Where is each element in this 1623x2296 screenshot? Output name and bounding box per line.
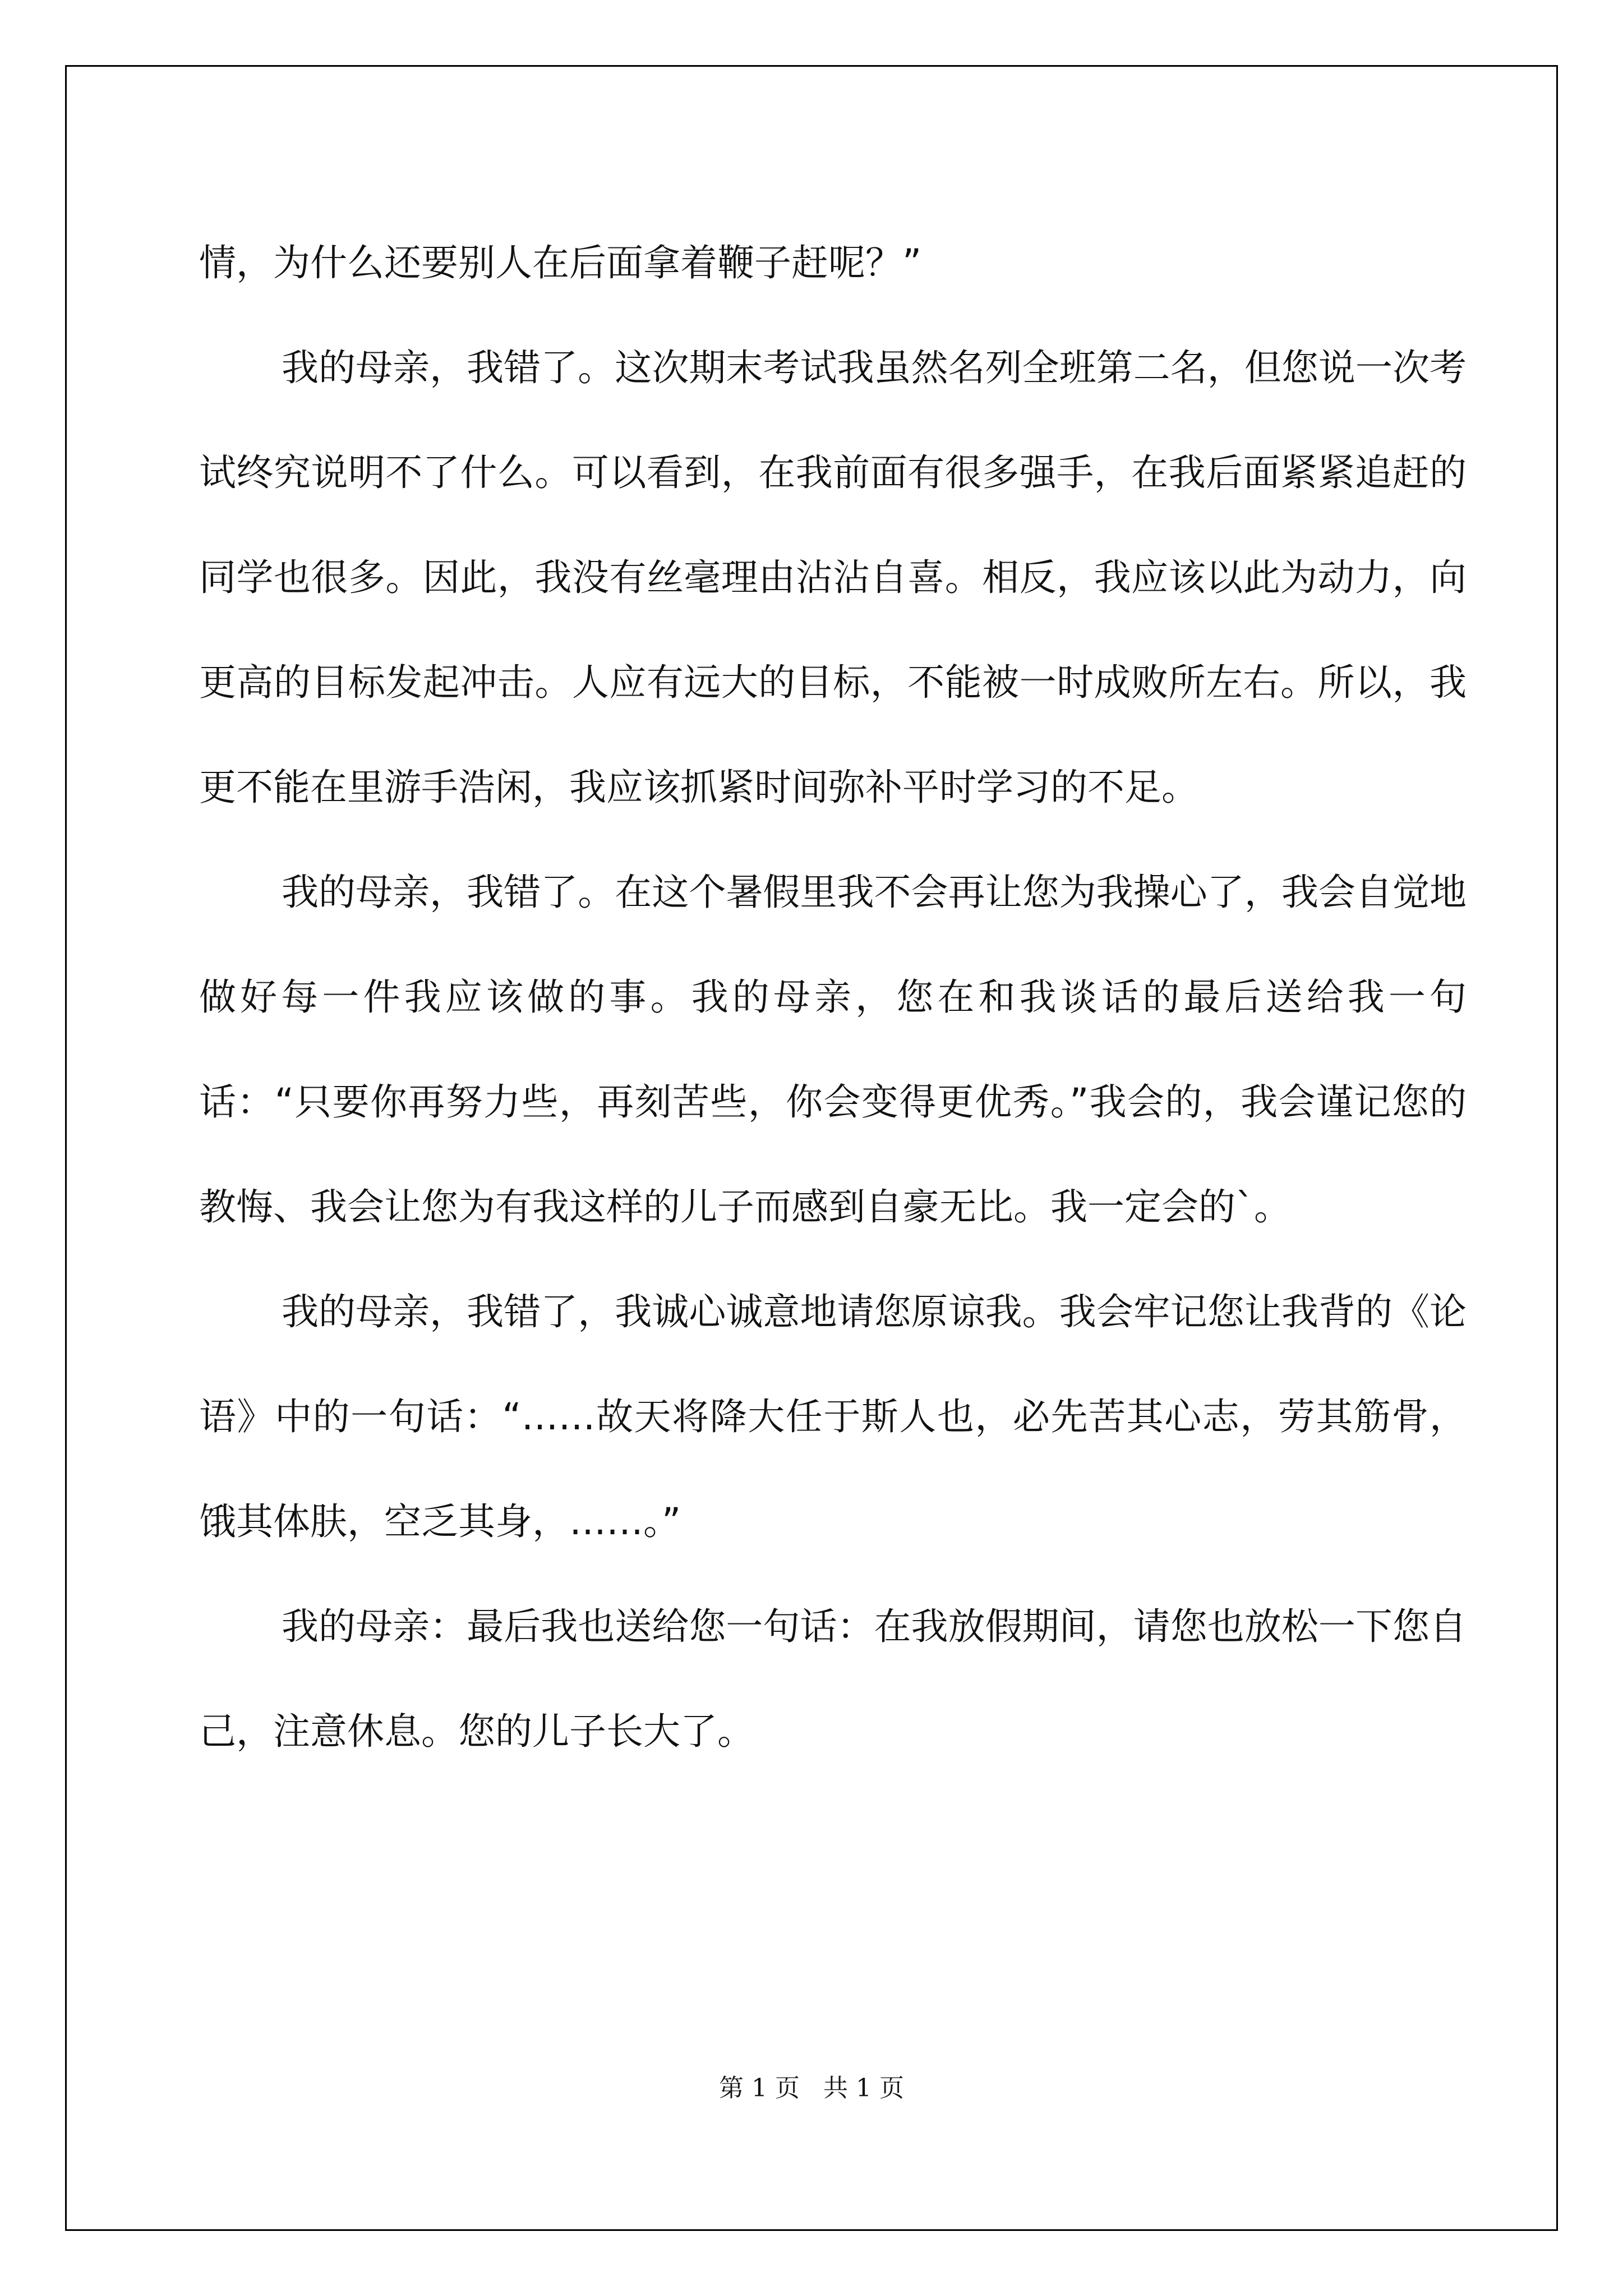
paragraph-1: 情，为什么还要别人在后面拿着鞭子赶呢？” [199,241,922,284]
paragraph-5: 我的母亲：最后我也送给您一句话：在我放假期间，请您也放松一下您自己，注意休息。您的儿子长大了。 [199,1605,1467,1753]
page-number-footer: 第 1 页 共 1 页 [719,2074,904,2102]
paragraph-2: 我的母亲，我错了。这次期末考试我虽然名列全班第二名，但您说一次考试终究说明不了什么。可以看到，在我前面有很多强手，在我后面紧紧追赶的同学也很多。因此，我没有丝毫理由沾沾自喜。相反，我应该以此为动力，向更高的目标发起冲击。人应有远大的目标，不能被一时成败所左右。所以，我更不能在里游手浩闲，我应该抓紧时间弥补平时学习的不足。 [199,346,1467,809]
paragraph-4: 我的母亲，我错了，我诚心诚意地请您原谅我。我会牢记您让我背的《论语》中的一句话：“……故天将降大任于斯人也，必先苦其心志，劳其筋骨，饿其体肤，空乏其身，……。” [199,1290,1467,1543]
document-body [199,210,1467,1784]
paragraph-3: 我的母亲，我错了。在这个暑假里我不会再让您为我操心了，我会自觉地做好每一件我应该做的事。我的母亲，您在和我谈话的最后送给我一句话：“只要你再努力些，再刻苦些，你会变得更优秀。”我会的，我会谨记您的教悔、我会让您为有我这样的儿子而感到自豪无比。我一定会的`。 [199,871,1467,1228]
